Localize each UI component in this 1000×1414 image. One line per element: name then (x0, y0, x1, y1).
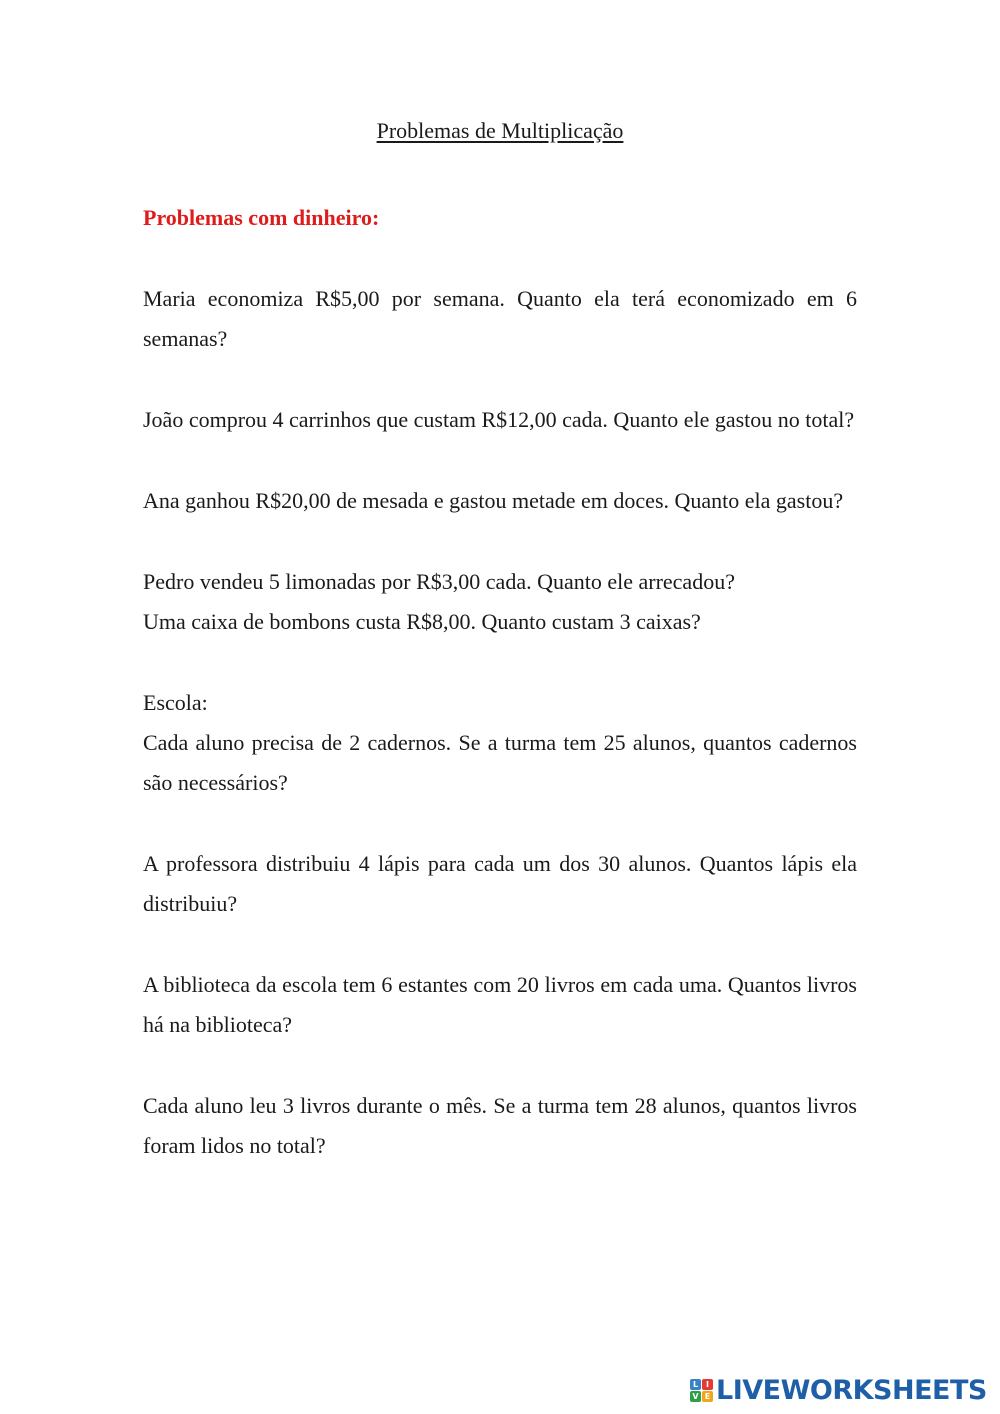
school-problem-1: Cada aluno precisa de 2 cadernos. Se a turma tem 25 alunos, quantos cadernos são necessários? (143, 730, 857, 795)
logo-mark-letter: I (702, 1379, 713, 1390)
logo-text: LIVEWORKSHEETS (716, 1374, 987, 1406)
school-problem-4: Cada aluno leu 3 livros durante o mês. Se a turma tem 28 alunos, quantos livros foram lidos no total? (143, 1093, 857, 1158)
liveworksheets-logo (690, 1372, 987, 1408)
money-problem-5: Uma caixa de bombons custa R$8,00. Quanto custam 3 caixas? (143, 609, 701, 634)
money-problems-group (143, 562, 857, 642)
section-heading-school: Escola: (143, 690, 208, 715)
money-problem-2: João comprou 4 carrinhos que custam R$12,00 cada. Quanto ele gastou no total? (143, 407, 855, 432)
money-problem-3: Ana ganhou R$20,00 de mesada e gastou metade em doces. Quanto ela gastou? (143, 488, 844, 513)
section-heading-money: Problemas com dinheiro: (143, 205, 380, 230)
logo-mark-letter: L (690, 1379, 701, 1390)
money-problem-4: Pedro vendeu 5 limonadas por R$3,00 cada. Quanto ele arrecadou? (143, 569, 735, 594)
worksheet-content (143, 198, 857, 1207)
school-problems-group (143, 683, 857, 803)
school-problem-2: A professora distribuiu 4 lápis para cada um dos 30 alunos. Quantos lápis ela distribuiu? (143, 851, 857, 916)
logo-mark-icon (690, 1379, 713, 1402)
school-problem-3: A biblioteca da escola tem 6 estantes com 20 livros em cada uma. Quantos livros há na biblioteca? (143, 972, 857, 1037)
logo-mark-letter: E (702, 1391, 713, 1402)
page-title: Problemas de Multiplicação (376, 118, 624, 143)
money-problem-1: Maria economiza R$5,00 por semana. Quanto ela terá economizado em 6 semanas? (143, 286, 857, 351)
logo-mark-letter: V (690, 1391, 701, 1402)
